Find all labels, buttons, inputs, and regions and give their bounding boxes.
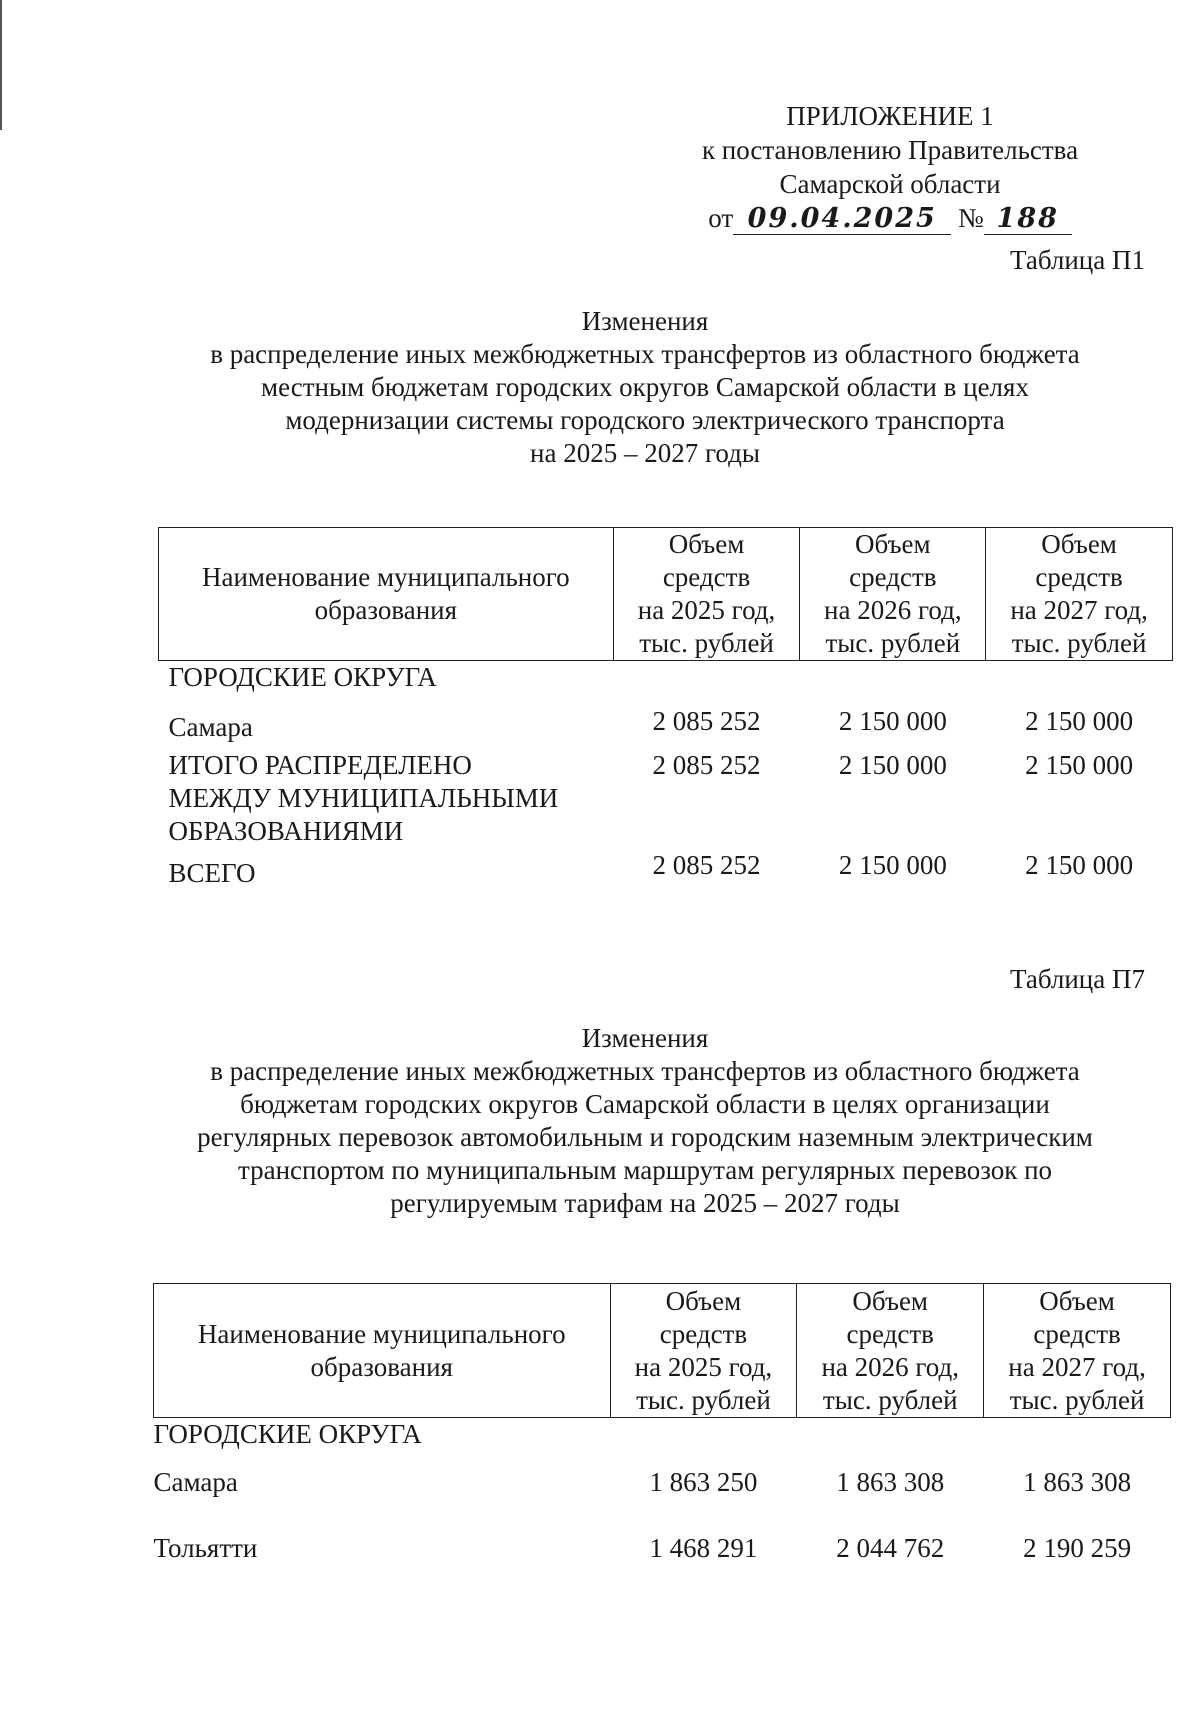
header-line: на 2026 год, <box>821 1351 959 1382</box>
table-p1-title <box>100 305 1190 470</box>
cell-2025: 1 863 250 <box>649 1466 758 1497</box>
row-name: Самара <box>153 1466 238 1497</box>
header-line: тыс. рублей <box>639 628 774 658</box>
header-line: тыс. рублей <box>1011 628 1147 658</box>
header-line: Объем <box>668 529 745 559</box>
row-name-line: ОБРАЗОВАНИЯМИ <box>168 815 404 846</box>
cell-2027: 1 863 308 <box>1023 1466 1132 1497</box>
cell-2026: 2 150 000 <box>838 749 947 780</box>
header-line: средств <box>1033 1318 1121 1349</box>
row-name <box>159 749 614 849</box>
title-line: транспортом по муниципальным маршрутам регулярных перевозок по <box>237 1155 1053 1185</box>
header-line: Объем <box>855 529 931 559</box>
title-line: местным бюджетам городских округов Самарской области в целях <box>261 372 1029 402</box>
column-header-name <box>154 1284 611 1418</box>
header-line: тыс. рублей <box>825 628 961 658</box>
date-prefix: от <box>708 203 734 233</box>
header-line: средств <box>1035 562 1123 592</box>
row-name-line: ИТОГО РАСПРЕДЕЛЕНО <box>168 749 472 780</box>
table-row <box>159 849 1173 893</box>
table-row <box>154 1460 1171 1526</box>
cell-2025: 2 085 252 <box>652 705 761 736</box>
header-line: на 2026 год, <box>824 595 962 625</box>
header-line: средств <box>849 562 937 592</box>
table-p1-label: Таблица П1 <box>1010 245 1145 275</box>
row-name: Самара <box>168 711 253 742</box>
table-header-row <box>159 528 1173 661</box>
header-line: тыс. рублей <box>636 1384 771 1415</box>
row-name: ВСЕГО <box>168 857 256 888</box>
column-header-2025 <box>610 1284 797 1418</box>
table-p1 <box>158 527 1173 893</box>
row-name: Тольятти <box>153 1532 258 1563</box>
column-header-2025 <box>613 528 800 661</box>
header-line: на 2027 год, <box>1010 595 1148 625</box>
table-header-row <box>154 1284 1171 1418</box>
title-line: бюджетам городских округов Самарской области в целях организации <box>240 1089 1050 1119</box>
title-line: регулярных перевозок автомобильным и городским наземным электрическим <box>197 1122 1093 1152</box>
cell-2025: 2 085 252 <box>652 849 761 880</box>
table-p7-label: Таблица П7 <box>1010 964 1145 994</box>
title-line: на 2025 – 2027 годы <box>530 438 760 468</box>
column-header-2027 <box>984 1284 1171 1418</box>
header-line: средств <box>659 1318 748 1349</box>
header-line: Объем <box>1039 1285 1115 1316</box>
table-section-row <box>159 661 1173 705</box>
attachment-subtitle: к постановлению Правительства <box>701 135 1079 165</box>
header-line: на 2025 год, <box>637 595 776 625</box>
attachment-header <box>640 100 1140 236</box>
header-line: тыс. рублей <box>822 1384 958 1415</box>
header-line: образования <box>310 1351 453 1382</box>
cell-2026: 2 044 762 <box>836 1532 945 1563</box>
header-line: на 2027 год, <box>1008 1351 1146 1382</box>
header-line: Объем <box>1041 529 1117 559</box>
cell-2025: 2 085 252 <box>652 749 761 780</box>
cell-2027: 2 150 000 <box>1025 749 1134 780</box>
title-line: Изменения <box>581 306 709 336</box>
cell-2027: 2 150 000 <box>1025 849 1134 880</box>
header-line: Наименование муниципального <box>197 1318 566 1349</box>
table-row <box>154 1526 1171 1570</box>
column-header-2027 <box>986 528 1173 661</box>
attachment-title: ПРИЛОЖЕНИЕ 1 <box>786 101 994 131</box>
table-section-row <box>154 1418 1171 1460</box>
cell-2027: 2 150 000 <box>1025 705 1134 736</box>
cell-2026: 2 150 000 <box>838 705 947 736</box>
title-line: регулируемым тарифам на 2025 – 2027 годы <box>390 1188 900 1218</box>
header-line: на 2025 год, <box>634 1351 773 1382</box>
header-line: образования <box>314 595 458 625</box>
title-line: в распределение иных межбюджетных трансфертов из областного бюджета <box>210 339 1080 369</box>
title-line: в распределение иных межбюджетных трансфертов из областного бюджета <box>210 1056 1080 1086</box>
column-header-2026 <box>797 1284 984 1418</box>
scan-edge-line <box>0 0 2 130</box>
cell-2026: 1 863 308 <box>836 1466 945 1497</box>
column-header-name <box>159 528 614 661</box>
header-line: средств <box>662 562 751 592</box>
cell-2027: 2 190 259 <box>1023 1532 1132 1563</box>
header-line: Объем <box>665 1285 742 1316</box>
handwritten-date: 09.04.2025 <box>733 204 951 235</box>
title-line: модернизации системы городского электрического транспорта <box>285 405 1005 435</box>
cell-2025: 1 468 291 <box>649 1532 758 1563</box>
section-label: ГОРОДСКИЕ ОКРУГА <box>168 662 437 692</box>
attachment-region: Самарской области <box>779 169 1001 199</box>
decree-date-line <box>640 202 1140 236</box>
header-line: Объем <box>852 1285 929 1316</box>
number-prefix: № <box>957 203 984 233</box>
section-label: ГОРОДСКИЕ ОКРУГА <box>153 1419 422 1449</box>
title-line: Изменения <box>581 1023 709 1053</box>
table-p7 <box>153 1283 1171 1570</box>
header-line: тыс. рублей <box>1009 1384 1145 1415</box>
row-name-line: МЕЖДУ МУНИЦИПАЛЬНЫМИ <box>168 782 559 813</box>
header-line: средств <box>846 1318 934 1349</box>
table-row <box>159 749 1173 849</box>
cell-2026: 2 150 000 <box>838 849 947 880</box>
handwritten-number: 188 <box>984 204 1072 235</box>
table-row <box>159 705 1173 749</box>
column-header-2026 <box>800 528 986 661</box>
table-p7-title <box>100 1022 1190 1220</box>
header-line: Наименование муниципального <box>201 562 570 592</box>
